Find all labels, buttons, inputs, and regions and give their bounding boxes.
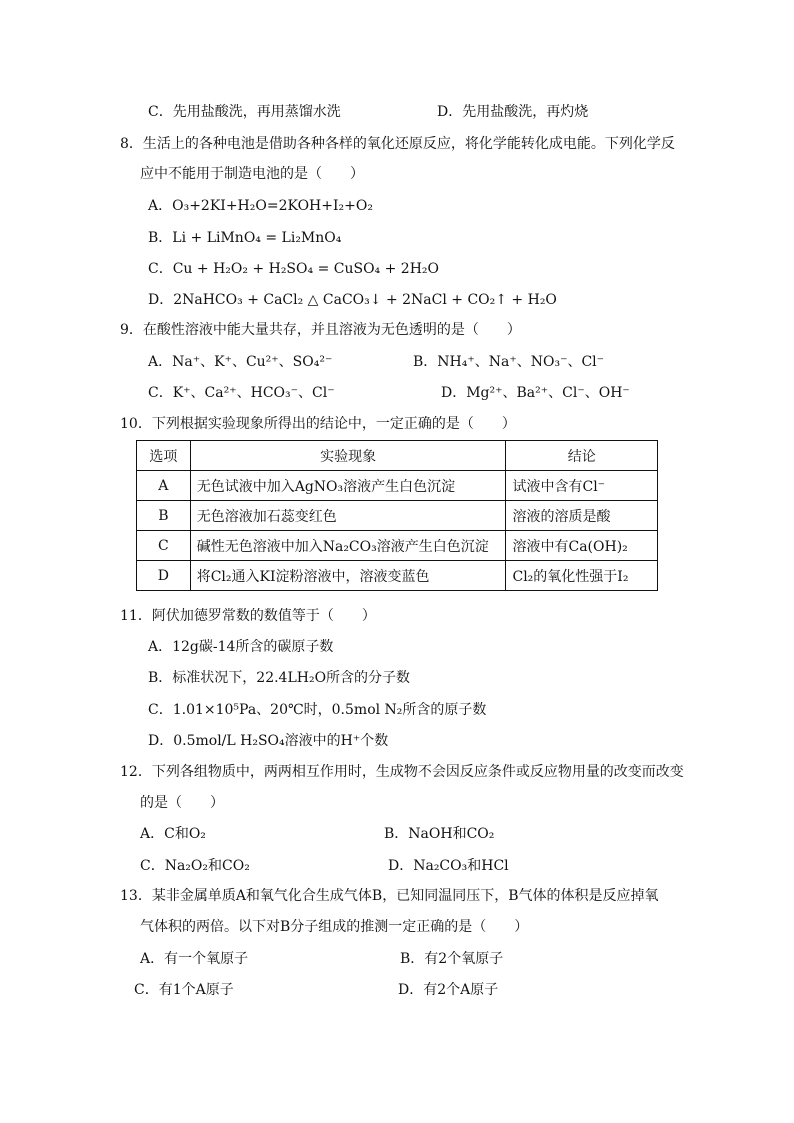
q13-stem-line2: 气体积的两倍。以下对B分子组成的推测一定正确的是（ ）	[140, 919, 529, 935]
q7-option-c: C．先用盐酸洗，再用蒸馏水洗	[148, 104, 341, 120]
table-cell: A	[137, 471, 191, 501]
table-header-cell: 实验现象	[190, 441, 506, 471]
q11-option-d: D．0.5mol/L H₂SO₄溶液中的H⁺个数	[148, 733, 389, 749]
q8-option-c: C．Cu + H₂O₂ + H₂SO₄ = CuSO₄ + 2H₂O	[148, 261, 439, 277]
q12-stem-line2: 的是（ ）	[140, 795, 224, 811]
q12-stem-line1: 12．下列各组物质中，两两相互作用时，生成物不会因反应条件或反应物用量的改变而改变	[120, 764, 684, 780]
q11-option-b: B．标准状况下，22.4LH₂O所含的分子数	[148, 670, 411, 686]
q8-option-d: D．2NaHCO₃ + CaCl₂ △ CaCO₃↓ + 2NaCl + CO₂↑ + H₂O	[148, 292, 557, 308]
q9-option-d: D．Mg²⁺、Ba²⁺、Cl⁻、OH⁻	[441, 385, 630, 401]
q9-option-b: B．NH₄⁺、Na⁺、NO₃⁻、Cl⁻	[413, 354, 605, 370]
q10-stem: 10．下列根据实验现象所得出的结论中，一定正确的是（ ）	[120, 416, 516, 432]
table-cell: B	[137, 501, 191, 531]
table-row	[137, 561, 658, 591]
q12-option-d: D．Na₂CO₃和HCl	[388, 858, 509, 874]
q8-stem-line2: 应中不能用于制造电池的是（ ）	[140, 166, 364, 182]
q13-option-b: B．有2个氧原子	[400, 951, 504, 967]
q7-option-d: D．先用盐酸洗，再灼烧	[437, 104, 589, 120]
table-row	[137, 501, 658, 531]
q13-option-c: C．有1个A原子	[134, 982, 234, 998]
q11-stem: 11．阿伏加德罗常数的数值等于（ ）	[120, 608, 376, 624]
q12-option-a: A．C和O₂	[140, 826, 206, 842]
table-cell: C	[137, 531, 191, 561]
table-cell: 溶液的溶质是酸	[506, 501, 658, 531]
table-cell: 将Cl₂通入KI淀粉溶液中，溶液变蓝色	[190, 561, 506, 591]
table-cell: D	[137, 561, 191, 591]
table-cell: 溶液中有Ca(OH)₂	[506, 531, 658, 561]
q11-option-c: C．1.01×10⁵Pa、20℃时，0.5mol N₂所含的原子数	[148, 702, 487, 718]
q12-option-c: C．Na₂O₂和CO₂	[140, 858, 250, 874]
table-row	[137, 471, 658, 501]
q13-option-a: A．有一个氧原子	[140, 951, 249, 967]
table-header-row	[137, 441, 658, 471]
table-header-cell: 选项	[137, 441, 191, 471]
table-cell: Cl₂的氧化性强于I₂	[506, 561, 658, 591]
q10-table	[136, 440, 658, 591]
q11-option-a: A．12g碳-14所含的碳原子数	[148, 639, 334, 655]
table-cell: 碱性无色溶液中加入Na₂CO₃溶液产生白色沉淀	[190, 531, 506, 561]
table-cell: 无色溶液加石蕊变红色	[190, 501, 506, 531]
q8-option-b: B．Li + LiMnO₄ = Li₂MnO₄	[148, 230, 342, 246]
q9-option-a: A．Na⁺、K⁺、Cu²⁺、SO₄²⁻	[148, 354, 333, 370]
table-header-cell: 结论	[506, 441, 658, 471]
table-cell: 试液中含有Cl⁻	[506, 471, 658, 501]
q13-option-d: D．有2个A原子	[398, 982, 499, 998]
q9-option-c: C．K⁺、Ca²⁺、HCO₃⁻、Cl⁻	[148, 385, 335, 401]
q12-option-b: B．NaOH和CO₂	[384, 826, 495, 842]
q8-stem-line1: 8．生活上的各种电池是借助各种各样的氧化还原反应，将化学能转化成电能。下列化学反	[120, 136, 675, 152]
q13-stem-line1: 13．某非金属单质A和氧气化合生成气体B，已知同温同压下，B气体的体积是反应掉氧	[120, 888, 659, 904]
table-row	[137, 531, 658, 561]
q8-option-a: A．O₃+2KI+H₂O=2KOH+I₂+O₂	[148, 198, 373, 214]
q9-stem: 9．在酸性溶液中能大量共存，并且溶液为无色透明的是（ ）	[120, 322, 521, 338]
table-cell: 无色试液中加入AgNO₃溶液产生白色沉淀	[190, 471, 506, 501]
